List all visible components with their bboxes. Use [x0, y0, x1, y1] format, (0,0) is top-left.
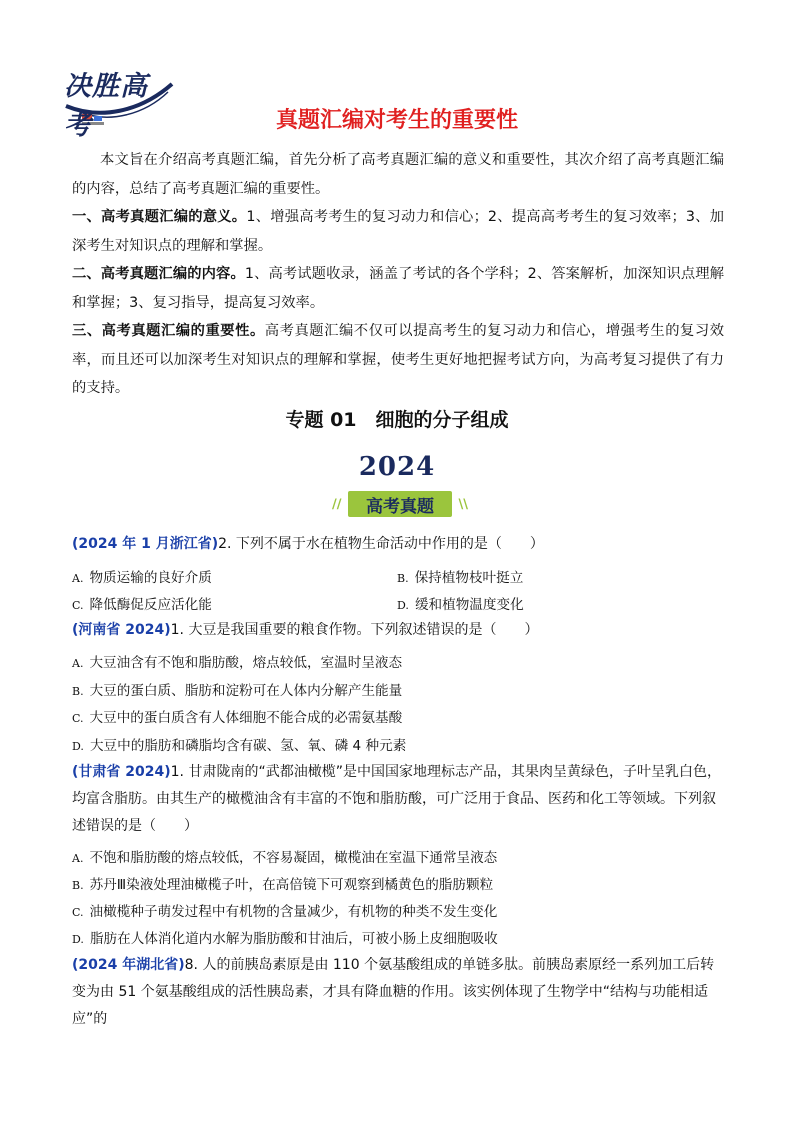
- point-3-body: 高考真题汇编不仅可以提高考生的复习动力和信心，增强考生的复习效率，而且还可以加深考生对知识点的理解和掌握，使考生更好地把握考试方向，为高考复习提供了有力的支持。: [72, 323, 724, 396]
- exam-badge: [330, 488, 470, 522]
- year-heading: 2024: [358, 452, 436, 482]
- question-3-option-c: C. 油橄榄种子萌发过程中有机物的含量减少，有机物的种类不发生变化: [72, 904, 498, 920]
- question-1-option-c: C. 降低酶促反应活化能: [72, 597, 212, 613]
- question-1-option-a: A. 物质运输的良好介质: [72, 570, 212, 586]
- question-2-text: 1. 大豆是我国重要的粮食作物。下列叙述错误的是（ ）: [170, 622, 539, 638]
- point-3: [72, 317, 724, 403]
- point-2-head: 二、高考真题汇编的内容。: [72, 266, 245, 282]
- point-1-head: 一、高考真题汇编的意义。: [72, 209, 247, 225]
- point-2-body: 1、高考试题收录，涵盖了考试的各个学科；2、答案解析，加深知识点理解和掌握；3、复习指导，提高复习效率。: [72, 266, 724, 311]
- point-1-body: 1、增强高考考生的复习动力和信心；2、提高高考考生的复习效率；3、加深考生对知识点的理解和掌握。: [72, 209, 724, 254]
- question-2-option-c: C. 大豆中的蛋白质含有人体细胞不能合成的必需氨基酸: [72, 710, 403, 726]
- question-2-option-a: A. 大豆油含有不饱和脂肪酸，熔点较低，室温时呈液态: [72, 655, 403, 671]
- question-4-text: 8. 人的前胰岛素原是由 110 个氨基酸组成的单链多肽。前胰岛素原经一系列加工后转变为由 51 个氨基酸组成的活性胰岛素，才具有降血糖的作用。该实例体现了生物学中“结构与功能相适应”的: [72, 957, 715, 1027]
- question-3-option-a: A. 不饱和脂肪酸的熔点较低，不容易凝固，橄榄油在室温下通常呈液态: [72, 850, 498, 866]
- question-2-source: (河南省 2024): [72, 622, 171, 638]
- question-1-text: 2. 下列不属于水在植物生命活动中作用的是（ ）: [218, 536, 544, 552]
- question-1-option-b: B. 保持植物枝叶挺立: [397, 570, 524, 586]
- point-2: [72, 260, 724, 317]
- point-3-head: 三、高考真题汇编的重要性。: [72, 323, 265, 339]
- logo-text: 决胜高考: [64, 71, 148, 141]
- point-1: [72, 203, 724, 260]
- question-2-stem: [72, 617, 724, 644]
- question-2-option-b: B. 大豆的蛋白质、脂肪和淀粉可在人体内分解产生能量: [72, 683, 403, 699]
- question-1-source: (2024 年 1 月浙江省): [72, 536, 219, 552]
- intro-paragraph: 本文旨在介绍高考真题汇编，首先分析了高考真题汇编的意义和重要性，其次介绍了高考真题汇编的内容，总结了高考真题汇编的重要性。: [72, 152, 724, 197]
- question-1-stem: [72, 531, 724, 558]
- question-3-stem: [72, 759, 724, 840]
- question-4-source: (2024 年湖北省): [72, 957, 185, 973]
- question-1-option-d: D. 缓和植物温度变化: [397, 597, 524, 613]
- question-3-option-d: D. 脂肪在人体消化道内水解为脂肪酸和甘油后，可被小肠上皮细胞吸收: [72, 931, 498, 947]
- badge-slash-left: //: [332, 497, 342, 512]
- question-2-option-d: D. 大豆中的脂肪和磷脂均含有碳、氢、氧、磷 4 种元素: [72, 738, 407, 754]
- page-title: 真题汇编对考生的重要性: [275, 108, 518, 133]
- question-4-stem: [72, 952, 724, 1033]
- question-3-option-b: B. 苏丹Ⅲ染液处理油橄榄子叶，在高倍镜下可观察到橘黄色的脂肪颗粒: [72, 877, 494, 893]
- question-3-source: (甘肃省 2024): [72, 764, 171, 780]
- question-3-text: 1. 甘肃陇南的“武都油橄榄”是中国国家地理标志产品，其果肉呈黄绿色，子叶呈乳白色，均富含脂肪。由其生产的橄榄油含有丰富的不饱和脂肪酸，可广泛用于食品、医药和化工等领域。下列叙述错误的是（ ）: [72, 764, 721, 834]
- badge-label: 高考真题: [366, 497, 434, 517]
- badge-slash-right: \\: [458, 497, 468, 512]
- section-title: 专题 01 细胞的分子组成: [285, 409, 509, 431]
